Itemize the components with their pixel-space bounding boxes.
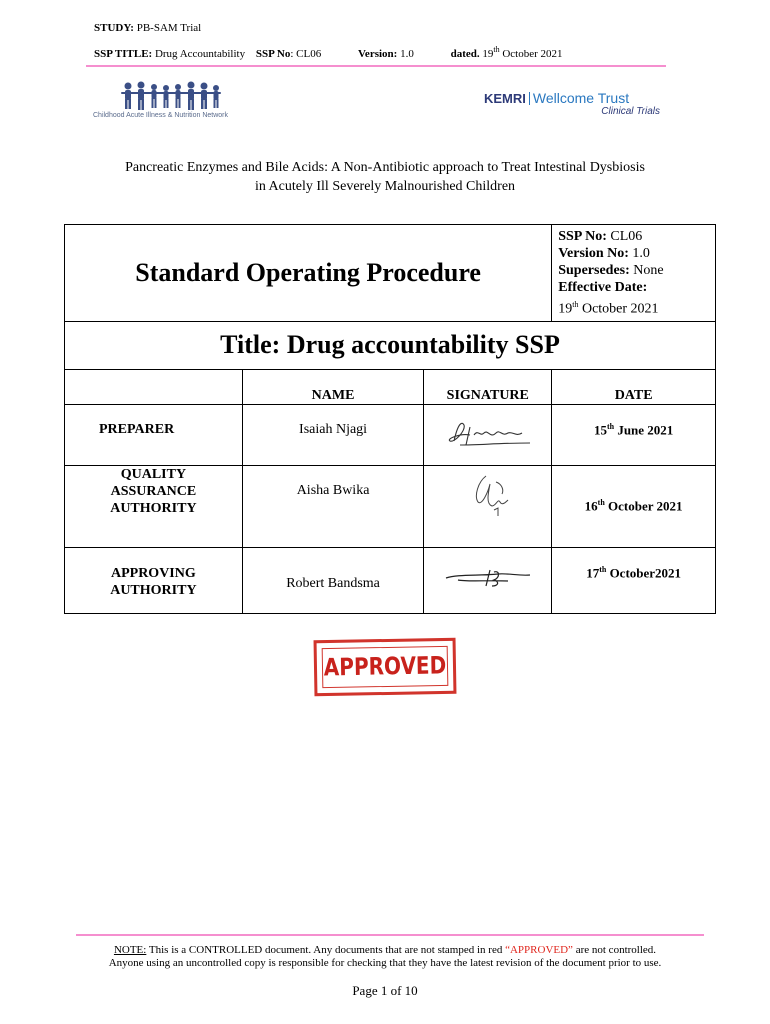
dated-rest: October 2021 xyxy=(502,47,563,60)
study-title-line-1: Pancreatic Enzymes and Bile Acids: A Non-Antibiotic approach to Treat Intestinal Dysbiosis xyxy=(125,160,645,175)
logo-separator xyxy=(529,92,530,105)
dated-sup: th xyxy=(493,45,500,54)
stamp-text: APPROVED xyxy=(323,650,447,682)
preparer-date-rest: June 2021 xyxy=(617,421,674,437)
header-rule xyxy=(86,65,666,67)
title-row xyxy=(65,321,716,369)
signature-icon xyxy=(440,415,536,449)
dated-label: dated. xyxy=(450,47,480,60)
qa-role-line-1: QUALITY xyxy=(120,466,187,482)
version-value: 1.0 xyxy=(400,47,414,60)
signature-header-text: SIGNATURE xyxy=(446,387,529,403)
signature-icon xyxy=(438,566,538,590)
qa-role xyxy=(65,465,243,547)
page-number: Page 1 of 10 xyxy=(352,983,418,998)
wellcome-text: Wellcome Trust xyxy=(532,90,630,106)
qa-name xyxy=(242,465,424,547)
approving-name xyxy=(242,547,424,613)
qa-name-text: Aisha Bwika xyxy=(296,482,370,498)
effective-day: 19 xyxy=(558,301,573,317)
approving-row xyxy=(65,547,716,613)
supersedes-value: None xyxy=(633,263,664,278)
qa-date-day: 16 xyxy=(584,498,598,514)
study-value: PB-SAM Trial xyxy=(136,22,202,34)
date-column-header xyxy=(552,369,716,404)
sop-heading-cell xyxy=(65,225,552,322)
study-label: STUDY: xyxy=(94,22,134,34)
supersedes-label: Supersedes: xyxy=(558,263,630,278)
approving-role-line-2: AUTHORITY xyxy=(110,582,197,598)
effective-rest: October 2021 xyxy=(581,301,659,317)
ssp-title-label: SSP TITLE: xyxy=(94,47,153,60)
people-chain-icon xyxy=(88,80,248,112)
date-header-text: DATE xyxy=(614,387,653,403)
study-title xyxy=(80,158,690,196)
effective-sup: th xyxy=(572,300,579,309)
note-text-b: are not controlled. xyxy=(572,944,657,956)
qa-role-line-2: ASSURANCE xyxy=(110,483,197,499)
kemri-text: KEMRI xyxy=(484,91,526,106)
version-line xyxy=(558,245,709,262)
effective-value xyxy=(558,296,709,318)
ssp-no-box-label: SSP No: xyxy=(558,229,607,244)
preparer-signature xyxy=(424,404,552,465)
approving-date xyxy=(552,547,716,613)
ssp-title-group xyxy=(94,48,245,60)
effective-label: Effective Date: xyxy=(558,280,648,295)
note-text-a: This is a CONTROLLED document. Any documents that are not stamped in red xyxy=(148,944,506,956)
blank-header-cell xyxy=(65,369,243,404)
approving-role xyxy=(65,547,243,613)
chain-network-logo xyxy=(88,80,288,124)
ssp-no-box-value: CL06 xyxy=(610,229,643,244)
qa-date-sup: th xyxy=(597,497,605,507)
name-column-header xyxy=(242,369,424,404)
signature-icon xyxy=(458,472,518,518)
version-box-value: 1.0 xyxy=(632,246,650,261)
footer-note xyxy=(90,944,680,970)
preparer-role-text: PREPARER xyxy=(99,421,175,437)
name-header-text: NAME xyxy=(311,387,355,403)
clinical-trials-text: Clinical Trials xyxy=(601,106,660,117)
qa-signature xyxy=(424,465,552,547)
left-logo-caption: Childhood Acute Illness & Nutrition Network xyxy=(93,112,229,119)
preparer-name-text: Isaiah Njagi xyxy=(299,421,368,437)
ssp-header-line xyxy=(94,45,563,60)
ssp-no-line xyxy=(558,228,709,245)
supersedes-line xyxy=(558,262,709,279)
version-label: Version: xyxy=(358,47,398,60)
ssp-no-label: SSP No xyxy=(255,47,291,60)
dated-group xyxy=(451,45,563,60)
sop-table xyxy=(64,224,716,614)
preparer-date-sup: th xyxy=(606,421,615,431)
approving-date-day: 17 xyxy=(586,564,600,580)
approving-name-text: Robert Bandsma xyxy=(286,575,380,591)
document-title-cell xyxy=(65,321,716,369)
preparer-date xyxy=(552,404,716,465)
qa-date xyxy=(552,465,716,547)
preparer-name xyxy=(242,404,424,465)
approving-signature xyxy=(424,547,552,613)
ssp-info-cell xyxy=(552,225,716,322)
ssp-no-value: : CL06 xyxy=(290,47,322,60)
approving-date-rest: October2021 xyxy=(609,564,682,580)
dated-day: 19 xyxy=(482,47,494,60)
document-title: Title: Drug accountability SSP xyxy=(220,330,560,360)
footer-rule xyxy=(76,934,704,936)
ssp-title-value: Drug Accountability xyxy=(154,47,246,60)
approving-date-sup: th xyxy=(599,564,607,574)
signature-column-header xyxy=(424,369,552,404)
qa-row xyxy=(65,465,716,547)
approved-stamp xyxy=(314,638,457,696)
kemri-wellcome-logo xyxy=(484,90,674,122)
note-text-c: Anyone using an uncontrolled copy is responsible for checking that they have the latest revision of the document prior to use. xyxy=(108,957,662,969)
preparer-row xyxy=(65,404,716,465)
ssp-no-group xyxy=(256,48,321,60)
preparer-role xyxy=(65,404,243,465)
column-header-row xyxy=(65,369,716,404)
sop-heading: Standard Operating Procedure xyxy=(135,257,481,287)
version-box-label: Version No: xyxy=(558,246,629,261)
preparer-date-day: 15 xyxy=(593,421,607,437)
note-label: NOTE: xyxy=(113,944,147,956)
version-group xyxy=(358,48,414,60)
study-line xyxy=(94,22,201,34)
approving-role-line-1: APPROVING xyxy=(110,565,196,581)
study-title-line-2: in Acutely Ill Severely Malnourished Children xyxy=(254,179,516,194)
qa-role-line-3: AUTHORITY xyxy=(110,500,197,516)
qa-date-rest: October 2021 xyxy=(608,498,683,514)
sop-header-row xyxy=(65,225,716,322)
note-approved-red: “APPROVED” xyxy=(505,944,573,956)
